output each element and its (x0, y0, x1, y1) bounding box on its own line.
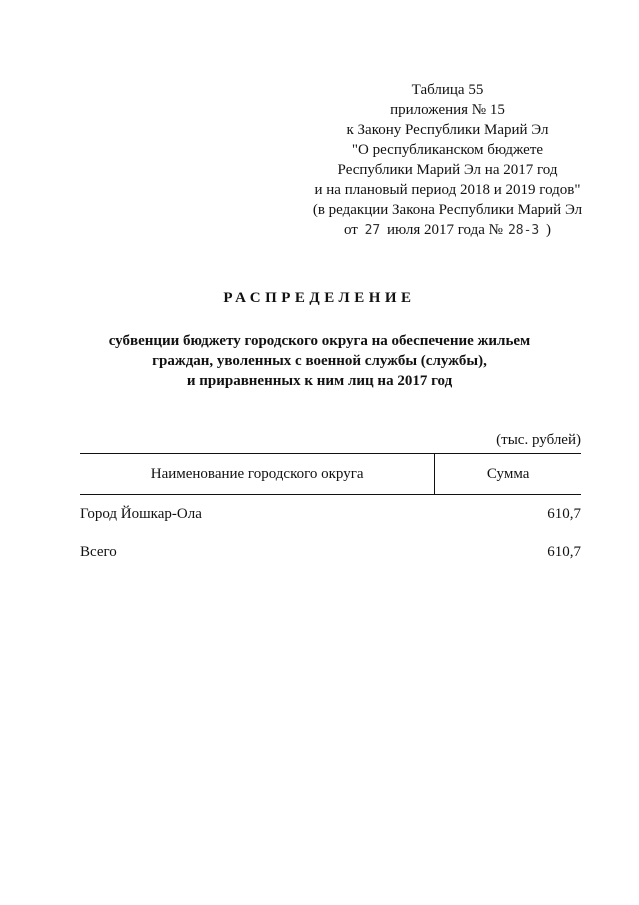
document-subtitle (0, 331, 639, 391)
law-title-line-3: и на плановый период 2018 и 2019 годов" (314, 182, 581, 198)
subtitle-line-1: субвенции бюджету городского округа на обеспечение жильем (108, 333, 531, 349)
document-title: РАСПРЕДЕЛЕНИЕ (223, 290, 416, 306)
document-header (270, 80, 625, 241)
total-sum-cell: 610,7 (547, 543, 581, 560)
units-label: (тыс. рублей) (496, 432, 581, 448)
revision-date-middle: июля 2017 года № (387, 222, 503, 238)
column-header-sum: Сумма (435, 454, 581, 495)
distribution-table (80, 453, 581, 571)
table-header-row (80, 454, 581, 495)
district-name-cell: Город Йошкар-Ола (80, 505, 202, 522)
table-row-total (80, 533, 581, 571)
revision-date-prefix: от (343, 222, 358, 238)
revision-day-handwritten: 27 (364, 223, 381, 238)
revision-line: (в редакции Закона Республики Марий Эл (312, 202, 583, 218)
total-label-cell: Всего (80, 543, 117, 560)
law-title-line-2: Республики Марий Эл на 2017 год (337, 162, 558, 178)
sum-cell: 610,7 (547, 505, 581, 522)
column-header-district: Наименование городского округа (80, 454, 435, 495)
revision-number-handwritten: 28-З (507, 223, 540, 238)
revision-date-suffix: ) (546, 222, 552, 238)
appendix-line: приложения № 15 (390, 102, 505, 118)
law-reference-line: к Закону Республики Марий Эл (346, 122, 549, 138)
revision-date-line (270, 220, 625, 241)
table-row (80, 495, 581, 534)
subtitle-line-3: и приравненных к ним лиц на 2017 год (186, 373, 453, 389)
law-title-line-1: "О республиканском бюджете (351, 142, 544, 158)
subtitle-line-2: граждан, уволенных с военной службы (службы), (152, 353, 487, 369)
table-number-line: Таблица 55 (411, 82, 484, 98)
